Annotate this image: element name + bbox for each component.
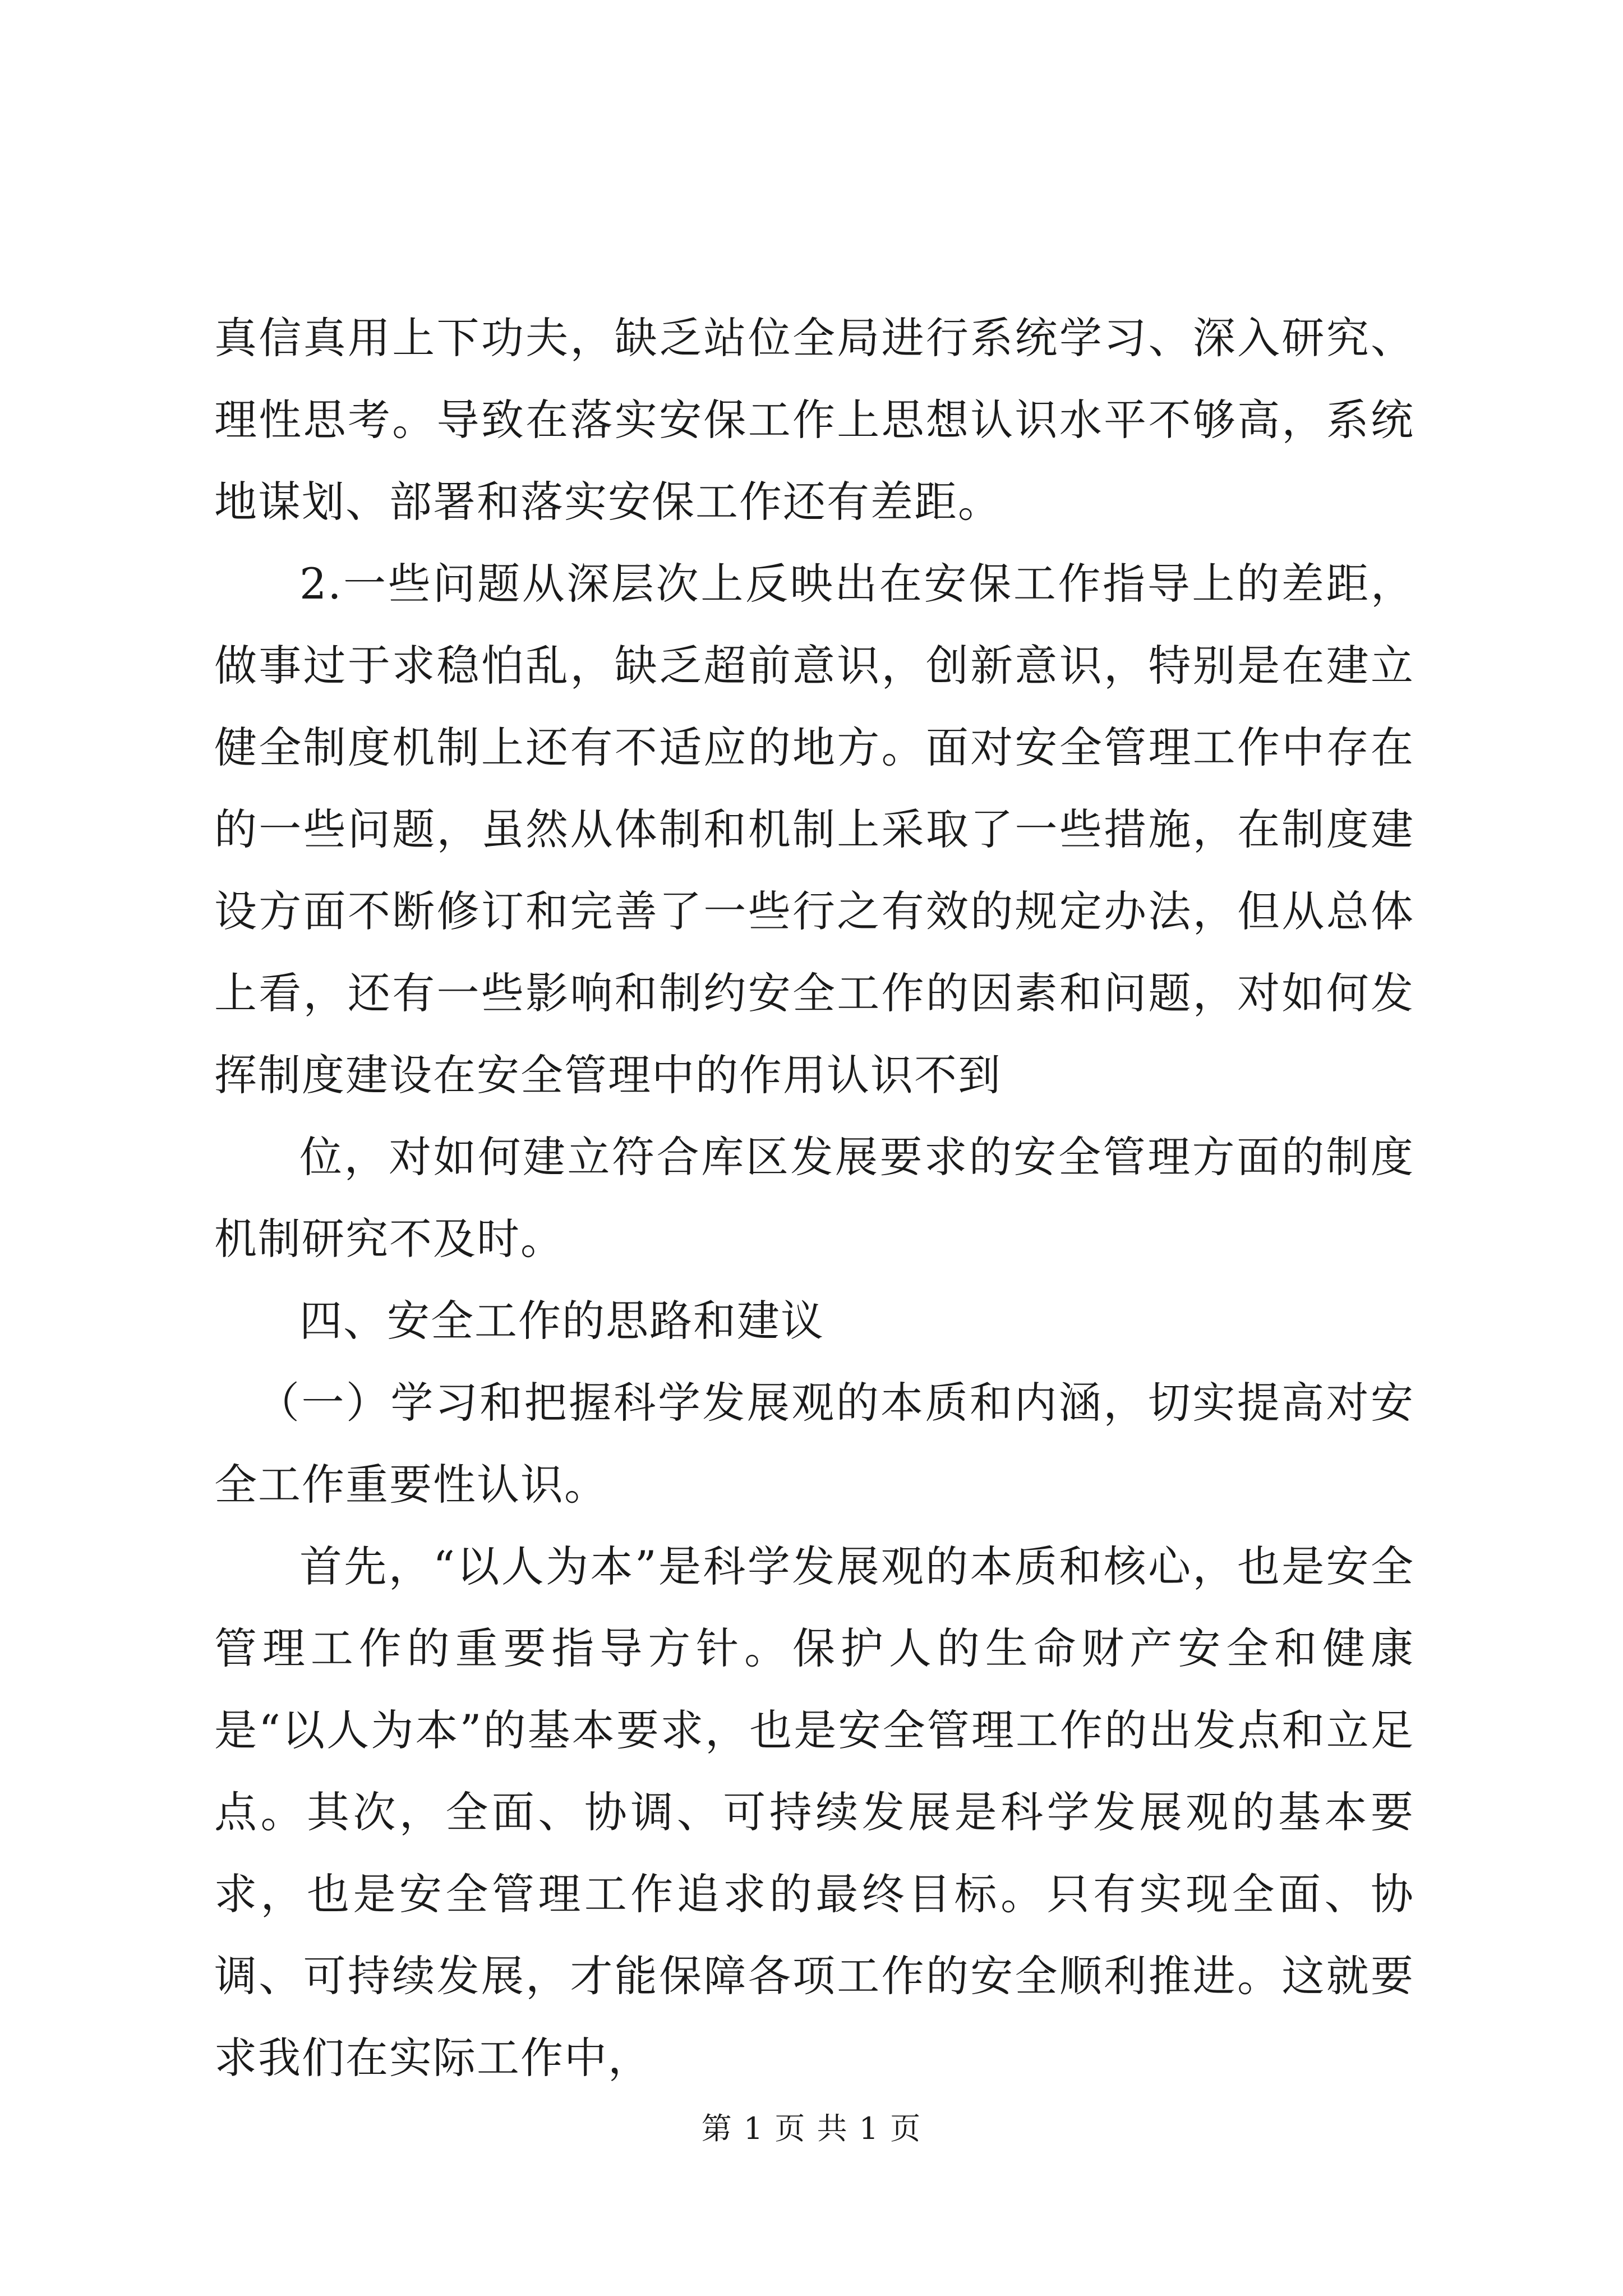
- page-footer: 第 1 页 共 1 页: [701, 2111, 922, 2146]
- subsection-heading-1: （一）学习和把握科学发展观的本质和内涵，切实提高对安全工作重要性认识。: [214, 1378, 1414, 1510]
- section-heading-4: 四、安全工作的思路和建议: [299, 1296, 824, 1346]
- paragraph-point-2-continued: 位，对如何建立符合库区发展要求的安全管理方面的制度机制研究不及时。: [214, 1132, 1414, 1264]
- document-body: [214, 297, 1414, 2099]
- paragraph-continuation: 真信真用上下功夫，缺乏站位全局进行系统学习、深入研究、理性思考。导致在落实安保工作上思想认识水平不够高，系统地谋划、部署和落实安保工作还有差距。: [214, 313, 1414, 527]
- paragraph-first: 首先，“以人为本”是科学发展观的本质和核心，也是安全管理工作的重要指导方针。保护人的生命财产安全和健康是“以人为本”的基本要求，也是安全管理工作的出发点和立足点。其次，全面、协调、可持续发展是科学发展观的基本要求，也是安全管理工作追求的最终目标。只有实现全面、协调、可持续发展，才能保障各项工作的安全顺利推进。这就要求我们在实际工作中，: [214, 1542, 1414, 2083]
- paragraph-point-2: 2.一些问题从深层次上反映出在安保工作指导上的差距，做事过于求稳怕乱，缺乏超前意识，创新意识，特别是在建立健全制度机制上还有不适应的地方。面对安全管理工作中存在的一些问题，虽然从体制和机制上采取了一些措施，在制度建设方面不断修订和完善了一些行之有效的规定办法，但从总体上看，还有一些影响和制约安全工作的因素和问题，对如何发挥制度建设在安全管理中的作用认识不到: [214, 559, 1414, 1100]
